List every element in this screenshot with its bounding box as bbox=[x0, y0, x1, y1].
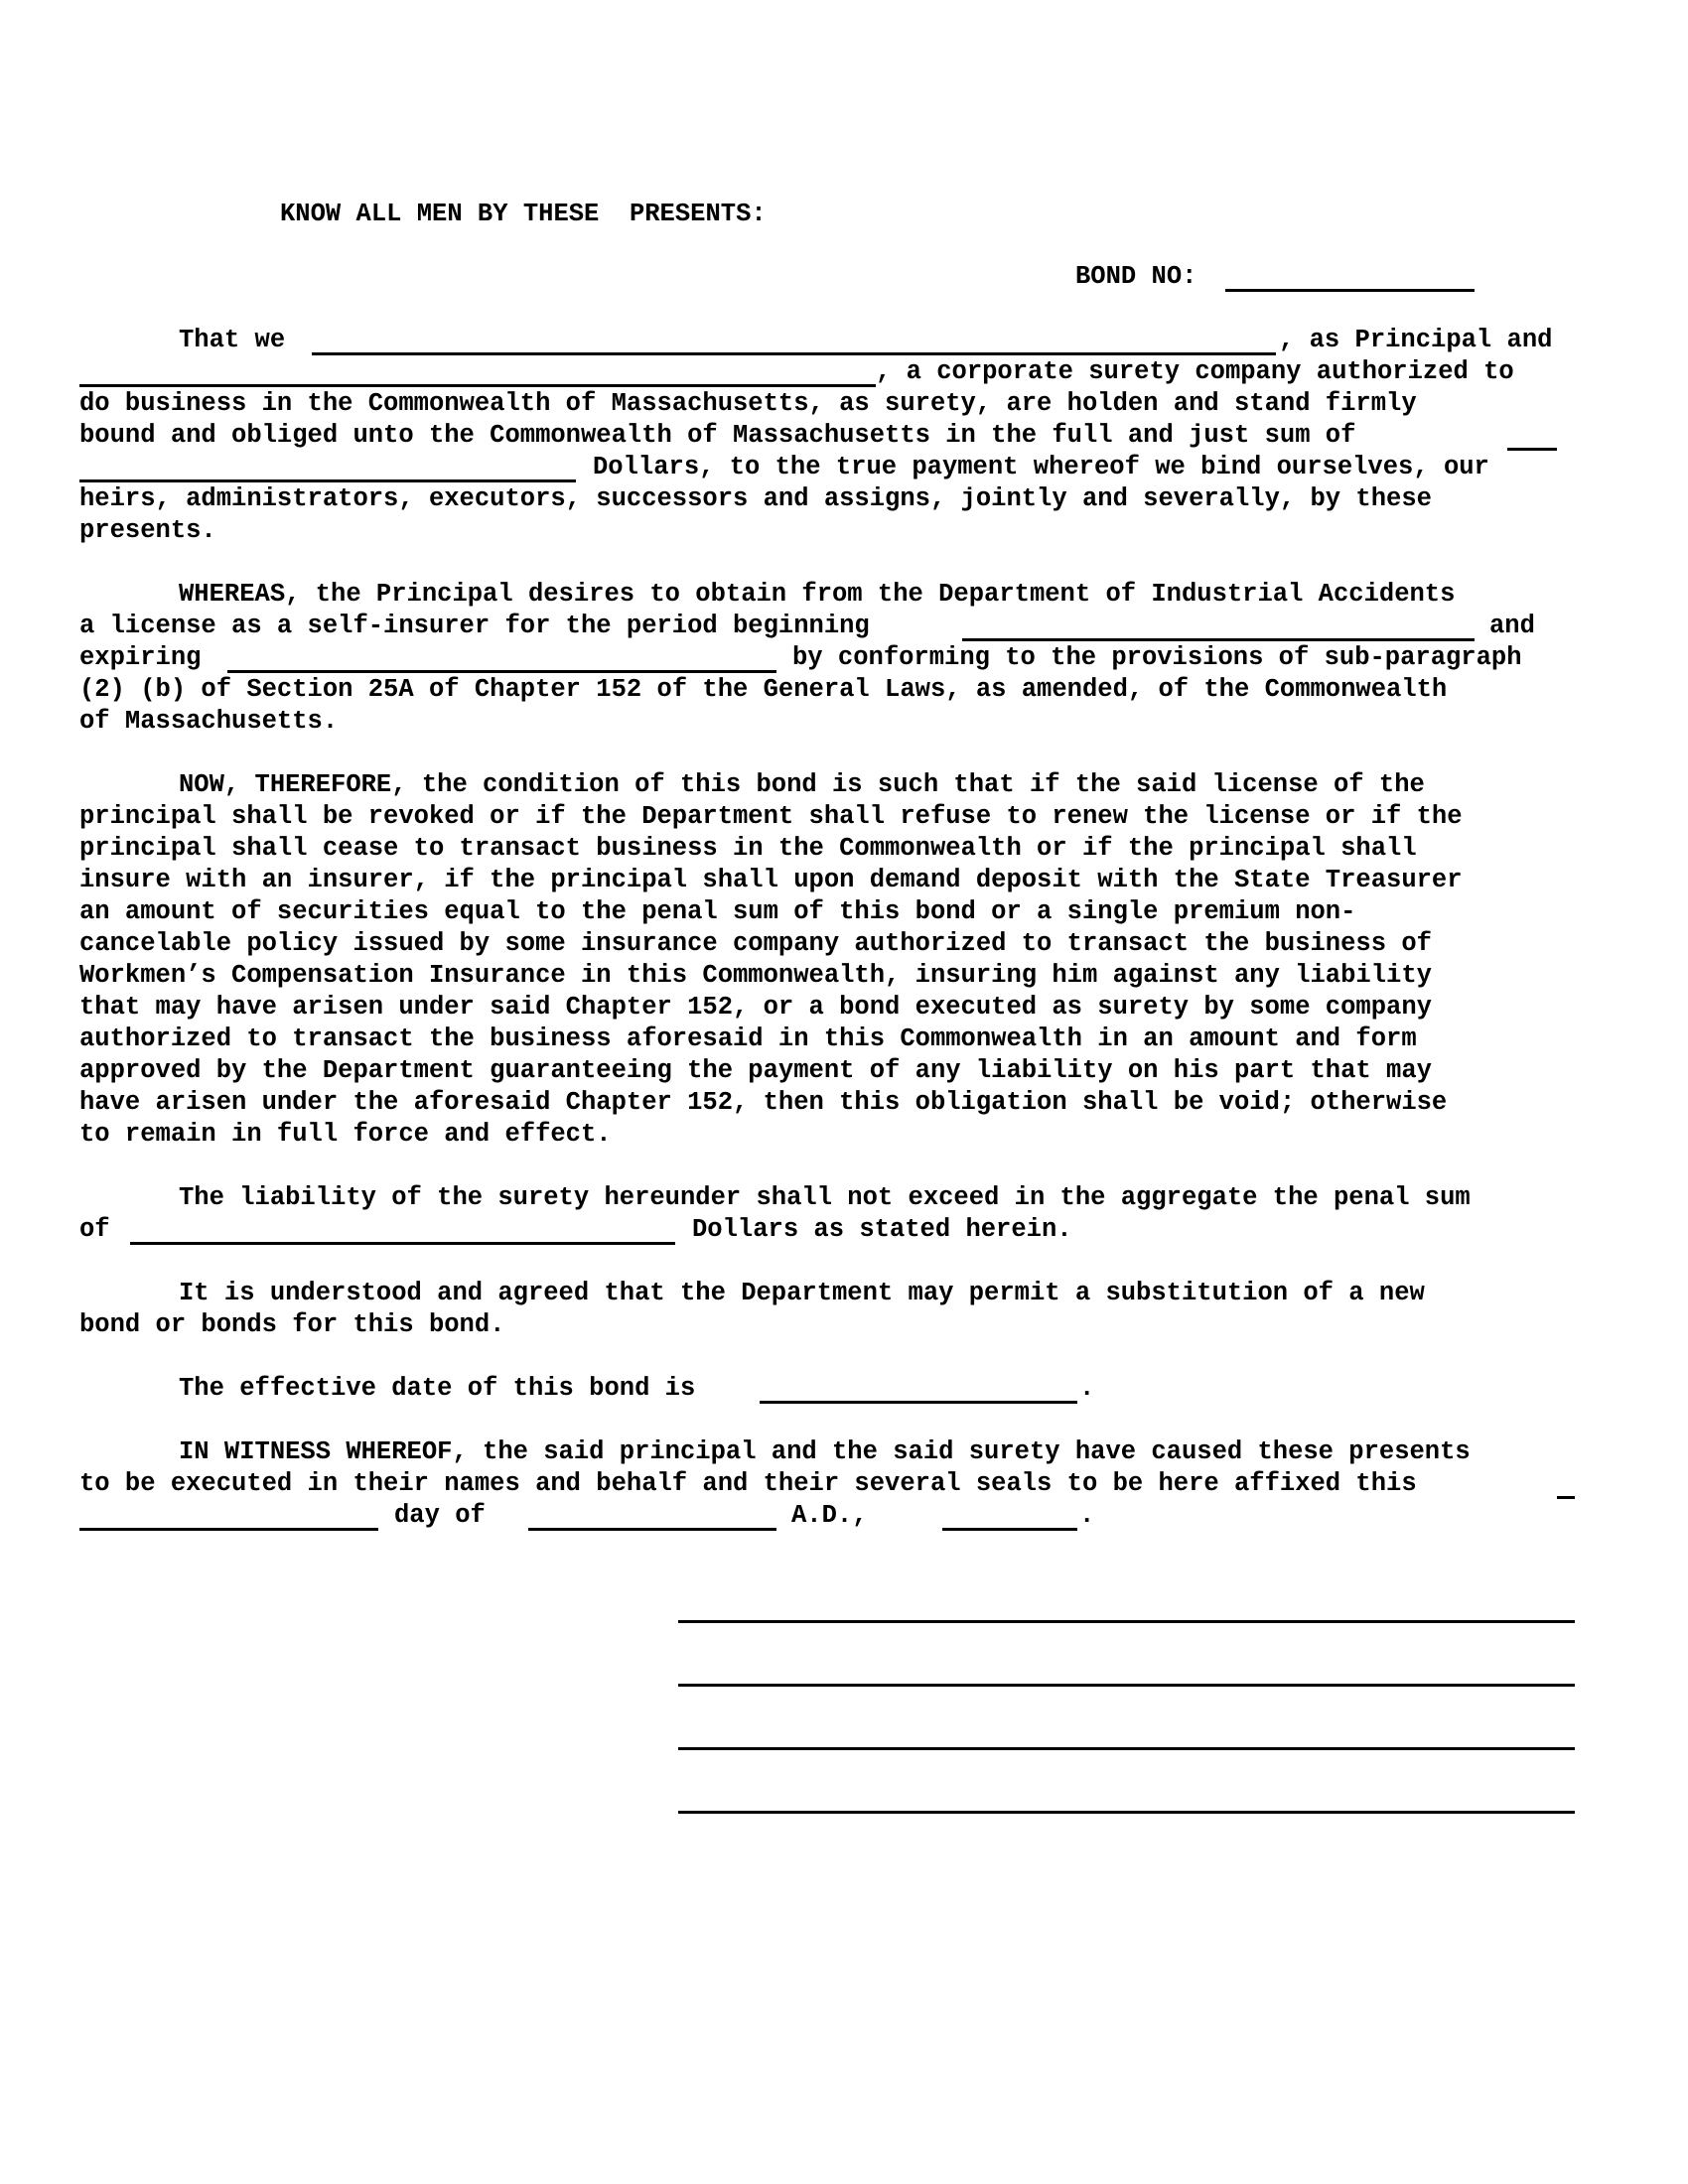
period-expiring-blank[interactable] bbox=[227, 670, 776, 673]
p3-line: have arisen under the aforesaid Chapter 152, then this obligation shall be void; otherwise bbox=[79, 1088, 1448, 1117]
p2-line-2-start: a license as a self-insurer for the period beginning bbox=[79, 612, 870, 640]
period-beginning-blank[interactable] bbox=[962, 638, 1475, 641]
p3-line: cancelable policy issued by some insurance company authorized to transact the business of bbox=[79, 929, 1432, 958]
p5-line-1: It is understood and agreed that the Department may permit a substitution of a new bbox=[179, 1279, 1425, 1307]
p1-line-7: presents. bbox=[79, 516, 216, 545]
p2-line-3-end: by conforming to the provisions of sub-paragraph bbox=[792, 643, 1522, 672]
p1-line-1-start: That we bbox=[179, 326, 286, 354]
ad-label: A.D., bbox=[791, 1501, 868, 1530]
day-blank-start[interactable] bbox=[1557, 1496, 1575, 1499]
p1-line-2: , a corporate surety company authorized to bbox=[876, 357, 1514, 386]
p3-line: principal shall be revoked or if the Department shall refuse to renew the license or if the bbox=[79, 802, 1463, 831]
effective-date-period: . bbox=[1079, 1374, 1095, 1403]
p3-line: authorized to transact the business aforesaid in this Commonwealth in an amount and form bbox=[79, 1024, 1417, 1053]
p3-line: Workmen’s Compensation Insurance in this Commonwealth, insuring him against any liability bbox=[79, 961, 1432, 990]
month-blank[interactable] bbox=[528, 1528, 776, 1531]
p1-line-5: Dollars, to the true payment whereof we bind ourselves, our bbox=[593, 453, 1489, 481]
signature-line[interactable] bbox=[678, 1620, 1575, 1623]
p3-line: to remain in full force and effect. bbox=[79, 1120, 612, 1149]
signature-line[interactable] bbox=[678, 1747, 1575, 1750]
p2-line-4: (2) (b) of Section 25A of Chapter 152 of the General Laws, as amended, of the Commonwealth bbox=[79, 675, 1448, 704]
p4-line-1: The liability of the surety hereunder shall not exceed in the aggregate the penal sum bbox=[179, 1183, 1471, 1212]
sum-blank-start[interactable] bbox=[1507, 448, 1557, 451]
aggregate-sum-blank[interactable] bbox=[130, 1242, 675, 1245]
p2-line-3-start: expiring bbox=[79, 643, 202, 672]
p7-line-1: IN WITNESS WHEREOF, the said principal and the said surety have caused these presents bbox=[179, 1437, 1471, 1466]
p3-line: principal shall cease to transact business in the Commonwealth or if the principal shall bbox=[79, 834, 1417, 863]
p3-line: insure with an insurer, if the principal shall upon demand deposit with the State Treasurer bbox=[79, 866, 1463, 894]
bond-no-blank[interactable] bbox=[1225, 289, 1475, 292]
p3-line: NOW, THEREFORE, the condition of this bond is such that if the said license of the bbox=[179, 770, 1425, 799]
signature-line[interactable] bbox=[678, 1811, 1575, 1814]
day-blank[interactable] bbox=[79, 1528, 378, 1531]
bond-no-label: BOND NO: bbox=[1075, 262, 1197, 291]
effective-date-blank[interactable] bbox=[760, 1401, 1077, 1404]
surety-company-blank[interactable] bbox=[79, 384, 876, 387]
p1-line-4: bound and obliged unto the Commonwealth of Massachusetts in the full and just sum of bbox=[79, 421, 1356, 450]
p3-line: approved by the Department guaranteeing the payment of any liability on his part that may bbox=[79, 1056, 1432, 1085]
p2-line-2-end: and bbox=[1489, 612, 1535, 640]
sum-blank[interactable] bbox=[79, 479, 576, 482]
year-blank[interactable] bbox=[942, 1528, 1077, 1531]
p5-line-2: bond or bonds for this bond. bbox=[79, 1310, 505, 1339]
p1-line-6: heirs, administrators, executors, successors and assigns, jointly and severally, by these bbox=[79, 484, 1432, 513]
p4-line-2-end: Dollars as stated herein. bbox=[692, 1215, 1072, 1244]
p1-line-3: do business in the Commonwealth of Massachusetts, as surety, are holden and stand firmly bbox=[79, 389, 1417, 418]
signature-line[interactable] bbox=[678, 1684, 1575, 1687]
p3-line: that may have arisen under said Chapter 152, or a bond executed as surety by some company bbox=[79, 993, 1432, 1022]
principal-name-blank[interactable] bbox=[312, 352, 1276, 355]
p2-line-1: WHEREAS, the Principal desires to obtain from the Department of Industrial Accidents bbox=[179, 580, 1456, 609]
p3-line: an amount of securities equal to the penal sum of this bond or a single premium non- bbox=[79, 897, 1356, 926]
p7-line-2: to be executed in their names and behalf and their several seals to be here affixed this bbox=[79, 1469, 1417, 1498]
effective-date-label: The effective date of this bond is bbox=[179, 1374, 696, 1403]
document-heading: KNOW ALL MEN BY THESE PRESENTS: bbox=[280, 200, 767, 228]
p1-line-1-end: , as Principal and bbox=[1279, 326, 1553, 354]
year-period: . bbox=[1079, 1501, 1095, 1530]
p2-line-5: of Massachusetts. bbox=[79, 707, 339, 736]
p4-line-2-start: of bbox=[79, 1215, 110, 1244]
day-of-label: day of bbox=[394, 1501, 486, 1530]
